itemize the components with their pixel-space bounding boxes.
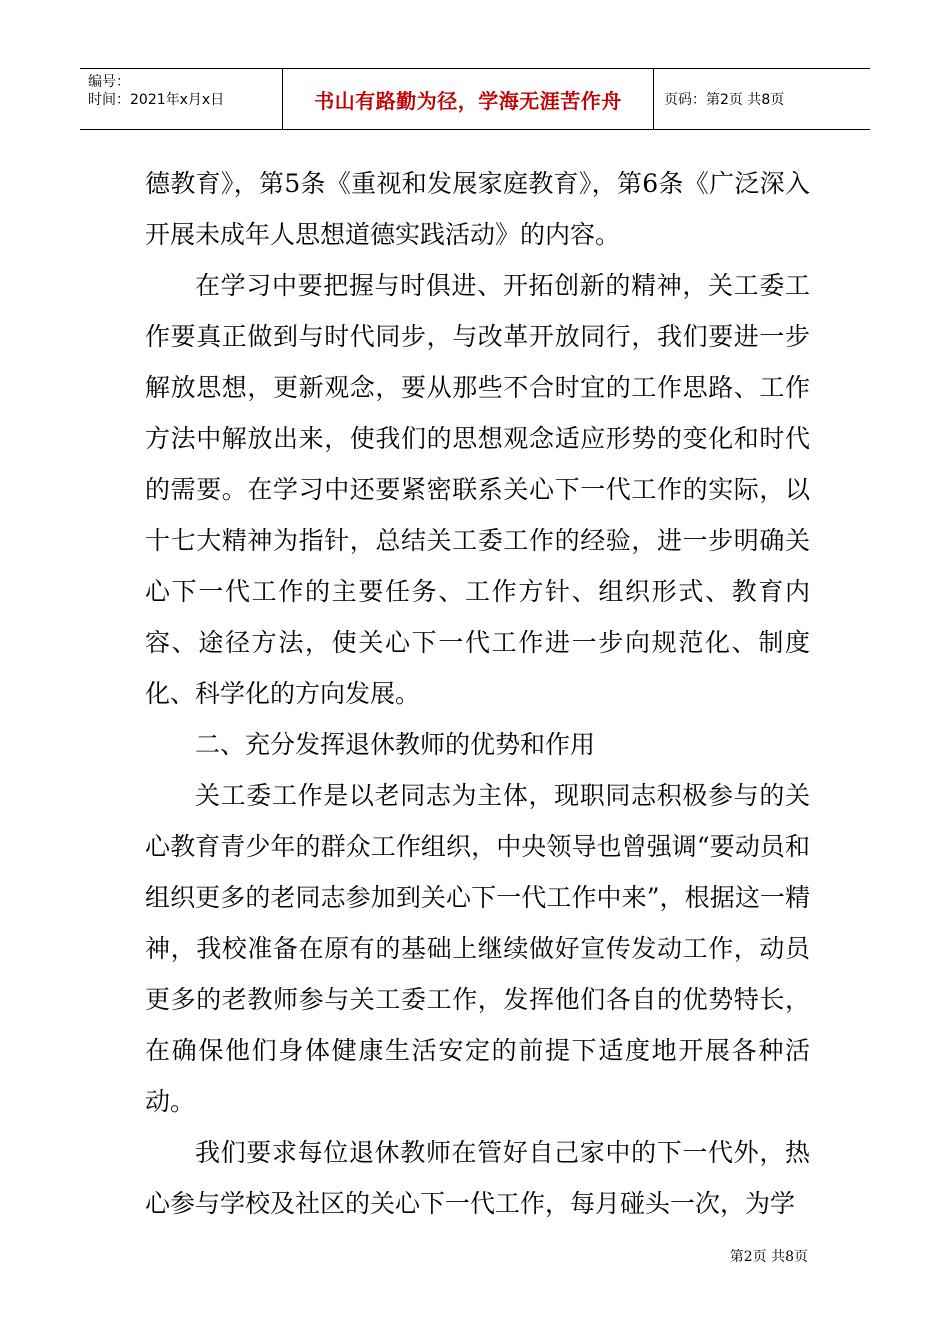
page-footer: 第2页 共8页	[729, 1249, 808, 1265]
document-number-label: 编号：	[88, 74, 130, 90]
document-header	[80, 68, 870, 130]
paragraph: 在学习中要把握与时俱进、开拓创新的精神，关工委工作要真正做到与时代同步，与改革开放同行，我们要进一步解放思想，更新观念，要从那些不合时宜的工作思路、工作方法中解放出来，使我们的思想观念适应形势的变化和时代的需要。在学习中还要紧密联系关心下一代工作的实际，以十七大精神为指针，总结关工委工作的经验，进一步明确关心下一代工作的主要任务、工作方针、组织形式、教育内容、途径方法，使关心下一代工作进一步向规范化、制度化、科学化的方向发展。	[145, 271, 810, 708]
header-motto: 书山有路勤为径，学海无涯苦作舟	[283, 69, 654, 129]
header-meta	[80, 69, 283, 129]
paragraph-continuation: 德教育》，第5条《重视和发展家庭教育》，第6条《广泛深入开展未成年人思想道德实践活动》的内容。	[145, 169, 810, 249]
header-page-code: 页码：第2页 共8页	[664, 92, 785, 108]
section-heading: 二、充分发挥退休教师的优势和作用	[195, 730, 596, 759]
paragraph: 我们要求每位退休教师在管好自己家中的下一代外，热心参与学校及社区的关心下一代工作，每月碰头一次，为学	[145, 1138, 810, 1218]
document-body	[145, 158, 810, 1229]
paragraph: 关工委工作是以老同志为主体，现职同志积极参与的关心教育青少年的群众工作组织，中央领导也曾强调“要动员和组织更多的老同志参加到关心下一代工作中来”，根据这一精神，我校准备在原有的基础上继续做好宣传发动工作，动员更多的老教师参与关工委工作，发挥他们各自的优势特长，在确保他们身体健康生活安定的前提下适度地开展各种活动。	[145, 781, 810, 1116]
document-time-label: 时间：2021年x月x日	[88, 92, 225, 108]
